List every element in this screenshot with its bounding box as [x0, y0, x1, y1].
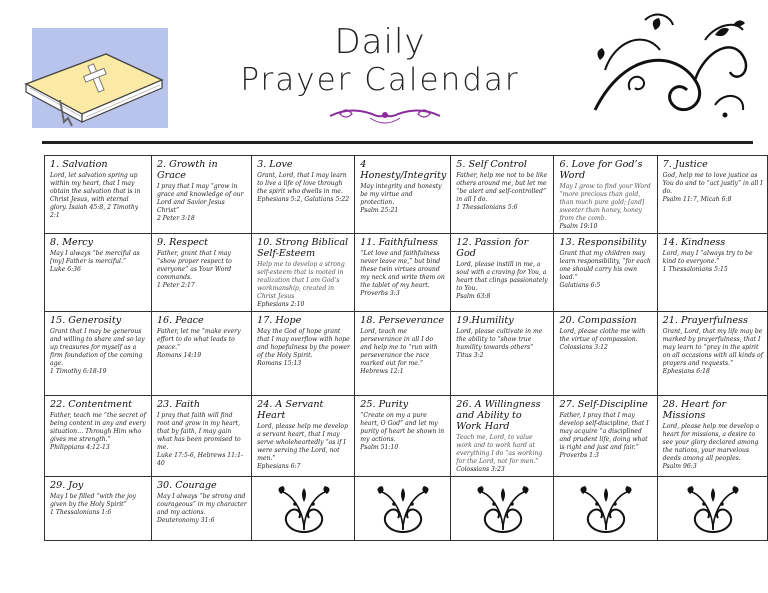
day-cell [45, 234, 152, 312]
day-cell [657, 312, 767, 396]
day-ref: Galatians 6:5 [559, 282, 601, 289]
day-heading: 29. Joy [50, 480, 84, 491]
day-heading: 13. Responsibility [559, 237, 647, 248]
day-heading: 6. Love for God’s Word [559, 159, 643, 181]
day-ref: 1 Thessalonians 5:6 [456, 204, 518, 211]
day-ref: Proverbs 1:3 [559, 452, 599, 459]
day-text: Help me to develop a strong self-esteem that is rooted in realization that I am God’s workmanship, created in Christ Jesus [257, 261, 345, 300]
day-heading: 2. Growth in Grace [156, 159, 218, 181]
day-cell [451, 312, 554, 396]
day-text: I pray that faith will find root and grow in my heart, that by faith, I may gain what has been promised to me. [156, 412, 241, 451]
day-text: May I grow to find your Word “more precious than gold, than much pure gold; [and] sweeter than honey, honey from the comb. [559, 183, 651, 222]
ornament-cell [657, 477, 767, 541]
day-heading: 22. Contentment [50, 399, 132, 410]
day-ref: 1 Timothy 6:18-19 [50, 368, 107, 375]
day-text: Grant that I may be generous and willing to share and so lay up treasures for myself as a firm foundation of the coming age. [50, 328, 145, 367]
flourish-ornament-icon [468, 482, 538, 538]
title-line-2: Prayer Calendar [240, 62, 520, 98]
day-text: Lord, please instill in me, a soul with a craving for You, a heart that clings passionately to You. [456, 261, 548, 292]
day-cell [252, 234, 355, 312]
day-ref: Colossians 3:23 [456, 466, 505, 473]
flourish-ornament-icon [571, 482, 641, 538]
day-cell [252, 396, 355, 477]
day-heading: 14. Kindness [662, 237, 726, 248]
day-cell [252, 156, 355, 234]
day-ref: Ephesians 5:2, Galatians 5:22 [257, 196, 350, 203]
day-ref: Psalm 96:3 [662, 463, 697, 470]
day-cell [451, 396, 554, 477]
day-cell [657, 396, 767, 477]
day-text: Teach me, Lord, to value work and to work hard at everything I do “as working for the Lord, not for men.” [456, 434, 543, 465]
day-cell [151, 156, 251, 234]
day-cell [45, 312, 152, 396]
day-cell [451, 156, 554, 234]
divider-line [42, 141, 753, 144]
day-heading: 23. Faith [156, 399, 201, 410]
day-text: Lord, please clothe me with the virtue of compassion. [559, 328, 646, 343]
day-cell [355, 234, 451, 312]
day-ref: Psalm 25:21 [360, 207, 399, 214]
day-ref: Deuteronomy 31:6 [156, 517, 215, 524]
day-heading: 7. Justice [662, 159, 708, 170]
page-title [200, 22, 560, 98]
day-cell [451, 234, 554, 312]
day-heading: 12. Passion for God [456, 237, 529, 259]
day-cell [355, 312, 451, 396]
day-ref: Romans 15:13 [257, 360, 302, 367]
flourish-ornament-icon [368, 482, 438, 538]
title-line-1: Daily [334, 22, 426, 62]
day-text: Grant, Lord, that I may learn to live a life of love through the spirit who dwells in me. [257, 172, 347, 195]
day-heading: 10. Strong Biblical Self-Esteem [257, 237, 349, 259]
day-cell [554, 312, 657, 396]
day-cell [151, 396, 251, 477]
day-ref: Colossians 3:12 [559, 344, 608, 351]
flourish-ornament-icon [269, 482, 339, 538]
day-cell [45, 396, 152, 477]
day-heading: 20. Compassion [559, 315, 637, 326]
ornament-cell [252, 477, 355, 541]
day-ref: Luke 6:36 [50, 266, 81, 273]
day-text: Lord, may I “always try to be kind to everyone.” [662, 250, 753, 265]
day-text: Father, I pray that I may develop self-discipline, that I may acquire “a disciplined and prudent life, doing what is right and just and fair.” [559, 412, 649, 451]
day-ref: Titus 3:2 [456, 352, 484, 359]
day-text: Lord, let salvation spring up within my heart, that I may obtain the salvation that is in Christ Jesus, with eternal glory. Isaiah 45:8, 2 Timothy 2:1 [50, 172, 141, 219]
day-text: Father, grant that I may “show proper respect to everyone” as Your Word commands. [156, 250, 232, 281]
day-ref: 1 Peter 2:17 [156, 282, 195, 289]
day-ref: 1 Thessalonians 1:6 [50, 509, 112, 516]
day-text: May integrity and honesty be my virtue and protection. [360, 183, 442, 206]
day-text: Father, teach me “the secret of being content in any and every situation… Through Him who gives me strength.” [50, 412, 146, 443]
day-ref: Psalm 51:10 [360, 444, 399, 451]
day-heading: 11. Faithfulness [360, 237, 438, 248]
day-text: I pray that I may “grow in grace and knowledge of our Lord and Savior Jesus Christ” [156, 183, 244, 214]
day-text: Grant, Lord, that my life may be marked by prayerfulness, that I may learn to “pray in the spirit on all occasions with all kinds of prayers and requests.” [662, 328, 763, 367]
day-text: May the God of hope grant that I may overflow with hope and hopefulness by the power of the Holy Spirit. [257, 328, 350, 359]
day-heading: 19.Humility [456, 315, 514, 326]
day-heading: 16. Peace [156, 315, 204, 326]
day-heading: 8. Mercy [50, 237, 94, 248]
day-heading: 24. A Servant Heart [257, 399, 324, 421]
day-ref: 2 Peter 3:18 [156, 215, 195, 222]
day-heading: 21. Prayerfulness [662, 315, 748, 326]
day-text: Lord, please help me develop a heart for missions, a desire to see your glory declared among the nations, your marvelous deeds among all peoples. [662, 423, 760, 462]
day-text: Father, help me not to be like others around me, but let me “be alert and self-controlled” in all I do. [456, 172, 548, 203]
day-cell [657, 156, 767, 234]
day-ref: Psalm 63:8 [456, 293, 491, 300]
day-cell [45, 156, 152, 234]
day-ref: Philippians 4:12-13 [50, 444, 110, 451]
day-cell [252, 312, 355, 396]
day-cell [657, 234, 767, 312]
bible-icon [20, 22, 170, 134]
ornament-cell [554, 477, 657, 541]
day-heading: 4 Honesty/Integrity [360, 159, 447, 181]
day-text: Lord, please cultivate in me the ability to “show true humility towards others” [456, 328, 543, 351]
day-heading: 27. Self-Discipline [559, 399, 648, 410]
day-text: “Let love and faithfulness never leave me,” but bind these twin virtues around my neck and write them on the tablet of my heart. [360, 250, 445, 289]
day-heading: 30. Courage [156, 480, 217, 491]
day-heading: 3. Love [257, 159, 293, 170]
ornament-cell [355, 477, 451, 541]
ornament-cell [451, 477, 554, 541]
day-ref: Proverbs 3:3 [360, 290, 400, 297]
day-text: Father, let me “make every effort to do what leads to peace.” [156, 328, 241, 351]
day-text: Lord, teach me perseverance in all I do and help me to “run with perseverance the race marked out for me.” [360, 328, 438, 367]
day-text: Lord, please help me develop a servant heart, that I may serve wholeheartedly “as if I were serving the Lord, not men.” [257, 423, 348, 462]
day-text: May I be filled “with the joy given by the Holy Spirit” [50, 493, 136, 508]
flourish-ornament-icon [678, 482, 748, 538]
day-text: Grant that my children may learn responsibility, “for each one should carry his own load.” [559, 250, 651, 281]
day-cell [554, 156, 657, 234]
day-text: May I always “be strong and courageous” in my character and my actions. [156, 493, 247, 516]
day-ref: Ephesians 2:10 [257, 301, 305, 308]
day-heading: 15. Generosity [50, 315, 122, 326]
day-ref: Ephesians 6:7 [257, 463, 301, 470]
day-cell [355, 156, 451, 234]
day-ref: Luke 17:5-6, Hebrews 11:1-40 [156, 452, 244, 467]
day-ref: Ephesians 6:18 [662, 368, 710, 375]
day-heading: 9. Respect [156, 237, 209, 248]
day-cell [151, 477, 251, 541]
day-ref: Romans 14:19 [156, 352, 202, 359]
day-ref: Psalm 19:10 [559, 223, 598, 230]
day-text: “Create on my a pure heart, O God” and let my purity of heart be shown in my actions. [360, 412, 445, 443]
day-cell [151, 312, 251, 396]
day-heading: 5. Self Control [456, 159, 527, 170]
day-cell [554, 396, 657, 477]
day-ref: Psalm 11:7, Micah 6:8 [662, 196, 732, 203]
day-cell [355, 396, 451, 477]
day-heading: 1. Salvation [50, 159, 108, 170]
title-ornament-icon [320, 100, 450, 130]
day-heading: 26. A Willingness and Ability to Work Hard [456, 399, 541, 432]
day-cell [45, 477, 152, 541]
day-cell [554, 234, 657, 312]
flourish-ornament-icon [585, 10, 755, 130]
day-text: God, help me to love justice as You do and to “act justly” in all I do. [662, 172, 763, 195]
day-ref: Hebrews 12:1 [360, 368, 404, 375]
day-heading: 28. Heart for Missions [662, 399, 727, 421]
day-ref: 1 Thessalonians 5:15 [662, 266, 728, 273]
prayer-calendar-grid [44, 155, 768, 541]
day-cell [151, 234, 251, 312]
day-heading: 17. Hope [257, 315, 302, 326]
day-heading: 25. Purity [360, 399, 409, 410]
day-text: May I always “be merciful as [my] Father is merciful.” [50, 250, 140, 265]
day-heading: 18. Perseverance [360, 315, 445, 326]
